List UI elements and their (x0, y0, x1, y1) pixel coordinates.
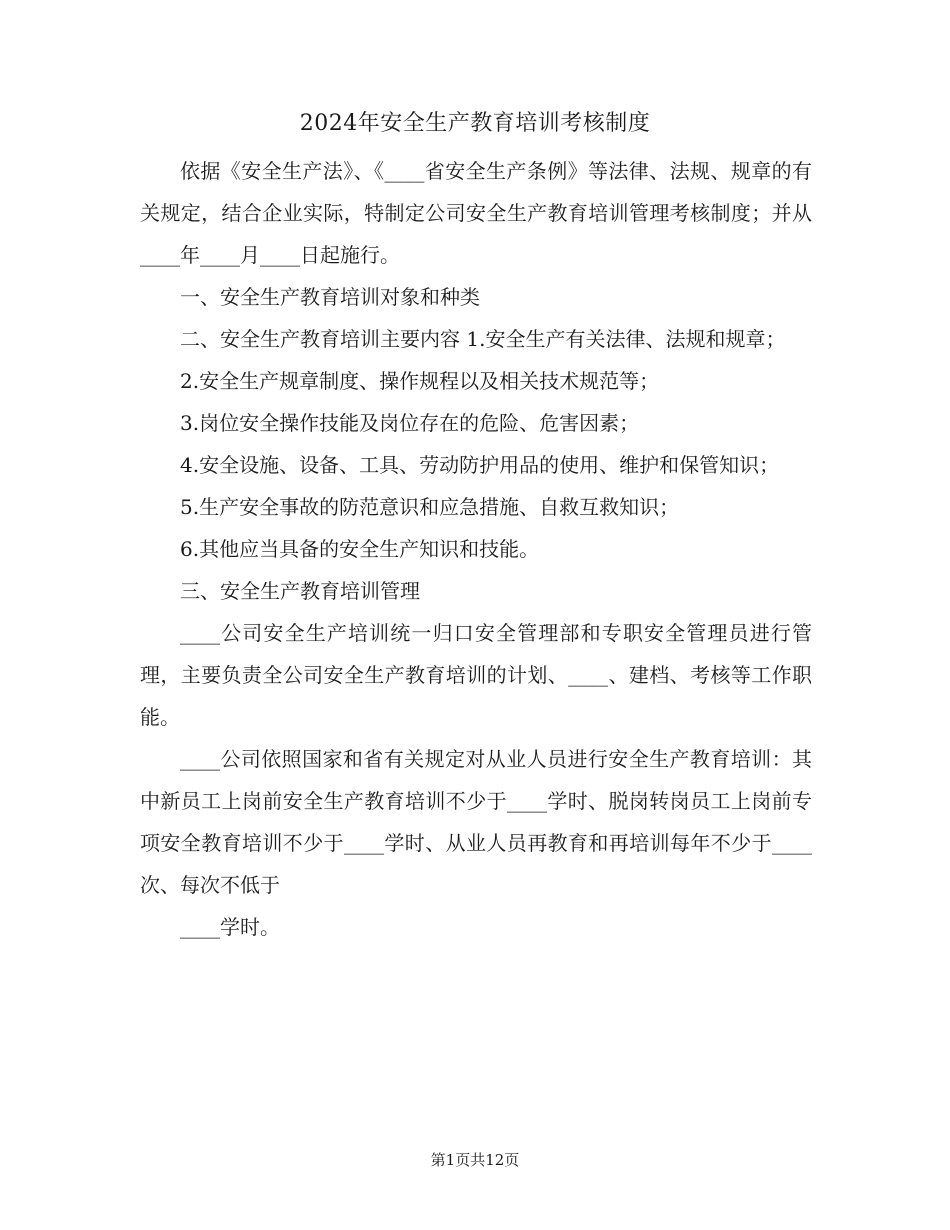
list-item-3: 3.岗位安全操作技能及岗位存在的危险、危害因素； (180, 411, 640, 435)
section-heading-2: 二、安全生产教育培训主要内容 1.安全生产有关法律、法规和规章； (180, 327, 786, 351)
list-item-2: 2.安全生产规章制度、操作规程以及相关技术规范等； (180, 369, 660, 393)
section-heading-1: 一、安全生产教育培训对象和种类 (180, 285, 480, 309)
page-number-footer: 第1页共12页 (430, 1151, 520, 1169)
list-item-5: 5.生产安全事故的防范意识和应急措施、自救互救知识； (180, 495, 680, 519)
document-body (140, 150, 812, 948)
paragraph-hours-end: ____学时。 (180, 915, 280, 939)
section-heading-3: 三、安全生产教育培训管理 (180, 579, 420, 603)
paragraph-intro: 依据《安全生产法》、《____省安全生产条例》等法律、法规、规章的有关规定，结合企业实际，特制定公司安全生产教育培训管理考核制度；并从____年____月____日起施行。 (140, 159, 812, 267)
document-title: 2024年安全生产教育培训考核制度 (299, 111, 651, 136)
paragraph-management: ____公司安全生产培训统一归口安全管理部和专职安全管理员进行管理，主要负责全公司安全生产教育培训的计划、____、建档、考核等工作职能。 (140, 621, 812, 729)
list-item-4: 4.安全设施、设备、工具、劳动防护用品的使用、维护和保管知识； (180, 453, 780, 477)
list-item-6: 6.其他应当具备的安全生产知识和技能。 (180, 537, 540, 561)
paragraph-training-hours: ____公司依照国家和省有关规定对从业人员进行安全生产教育培训：其中新员工上岗前安全生产教育培训不少于____学时、脱岗转岗员工上岗前专项安全教育培训不少于____学时、从业人员再教育和再培训每年不少于____次、每次不低于 (140, 747, 812, 897)
